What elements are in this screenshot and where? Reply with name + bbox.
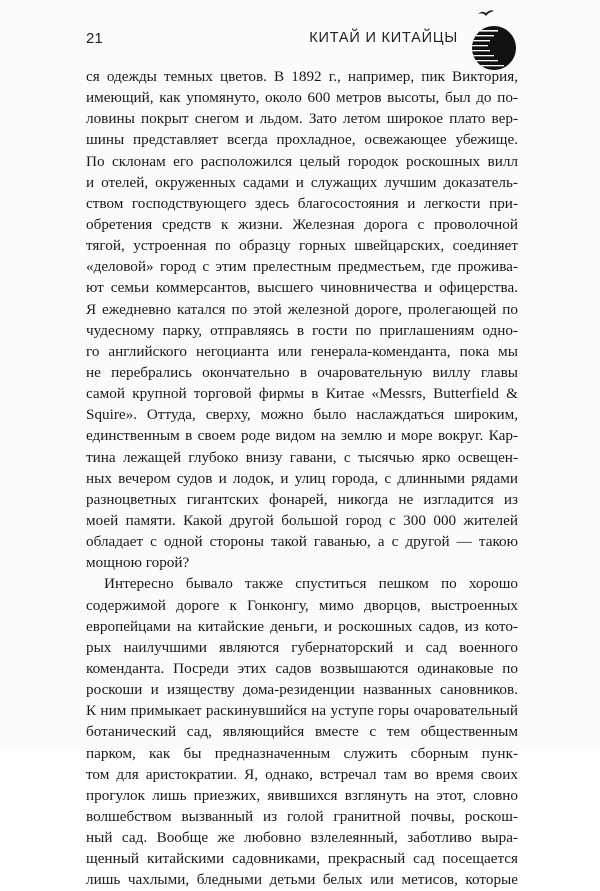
paragraph-1 bbox=[86, 66, 518, 573]
text-line: не перебрались окончательно в очаровательную виллу главы bbox=[86, 363, 518, 381]
text-line: самой крупной торговой фирмы в Китае «Messrs, Butterfield & bbox=[86, 385, 518, 403]
text-line: ных вечером судов и лодок, и улиц города, с длинными рядами bbox=[86, 469, 518, 487]
body-text bbox=[86, 66, 518, 890]
text-line: том для аристократии. Я, однако, встречал там во время своих bbox=[86, 765, 518, 783]
moon-and-bird-icon bbox=[448, 6, 538, 72]
text-line: тина лежащей глубоко внизу гавани, с тысячью ярко освещен- bbox=[86, 448, 518, 466]
text-line: и отелей, окруженных садами и служащих лучшим доказатель- bbox=[86, 173, 518, 191]
text-line: щенный китайскими садовниками, прекрасный сад посещается bbox=[86, 850, 518, 868]
page-number: 21 bbox=[86, 30, 103, 47]
text-line: шины представляет всегда прохладное, освежающее убежище. bbox=[86, 131, 518, 149]
text-line: ся одежды темных цветов. В 1892 г., например, пик Виктория, bbox=[86, 68, 518, 85]
text-line: Я ежедневно катался по этой железной дороге, пролегающей по bbox=[86, 300, 518, 318]
text-line: Squire». Оттуда, сверху, можно было наслаждаться широким, bbox=[86, 406, 518, 424]
text-line: парком, как бы предназначенным служить сборным пунк- bbox=[86, 744, 518, 762]
text-line: единственным в своем роде видом на землю и море вокруг. Кар- bbox=[86, 427, 518, 445]
text-line: го английского негоцианта или генерала-коменданта, пока мы bbox=[86, 342, 518, 360]
text-line: ботанический сад, являющийся вместе с тем общественным bbox=[86, 723, 518, 741]
text-line: содержимой дороге к Гонконгу, мимо дворцов, выстроенных bbox=[86, 596, 518, 614]
text-line: волшебством вызванный из голой гранитной почвы, роскош- bbox=[86, 807, 518, 825]
text-line: По склонам его расположился целый городок роскошных вилл bbox=[86, 152, 518, 170]
text-line: мощною горой? bbox=[86, 554, 190, 572]
text-line: ством господствующего здесь благосостояния и легкости при- bbox=[86, 194, 518, 212]
text-line: чудесному парку, отправляясь в гости по приглашениям одно- bbox=[86, 321, 518, 339]
text-line: разноцветных гигантских фонарей, никогда не изгладится из bbox=[86, 490, 518, 508]
text-line: Интересно бывало также спуститься пешком по хорошо bbox=[104, 575, 518, 593]
text-line: ловины покрыт снегом и льдом. Зато летом широкое плато вер- bbox=[86, 110, 518, 128]
text-line: рых наилучшими являются губернаторский и сад военного bbox=[86, 638, 518, 656]
text-line: ют семьи коммерсантов, высшего чиновничества и офицерства. bbox=[86, 279, 518, 297]
text-line: моей памяти. Какой другой большой город с 300 000 жителей bbox=[86, 511, 518, 529]
text-line: лишь чахлыми, бледными детьми белых или метисов, которые bbox=[86, 871, 518, 889]
text-line: обретения средств к жизни. Железная дорога с проволочной bbox=[86, 215, 518, 233]
text-line: К ним примыкает раскинувшийся на уступе горы очаровательный bbox=[86, 702, 518, 720]
text-line: ный сад. Вообще же любовно взлелеянный, заботливо выра- bbox=[86, 829, 518, 847]
paragraph-2 bbox=[86, 573, 518, 890]
running-title: КИТАЙ И КИТАЙЦЫ bbox=[309, 30, 458, 46]
text-line: обладает с одной стороны такой гаванью, а с другой — такою bbox=[86, 533, 518, 551]
text-line: коменданта. Посреди этих садов возвышаются одинаковые по bbox=[86, 659, 518, 677]
text-line: прогулок лишь приезжих, явившихся взглянуть на этот, словно bbox=[86, 786, 518, 804]
text-line: роскоши и изяществу дома-резиденции названных сановников. bbox=[86, 681, 518, 699]
text-line: европейцами на китайские деньги, и роскошных садов, из кото- bbox=[86, 617, 518, 635]
text-line: «деловой» город с этим прелестным предместьем, где прожива- bbox=[86, 258, 518, 276]
text-line: тягой, устроенная по образцу горных швейцарских, соединяет bbox=[86, 237, 518, 255]
text-line: имеющий, как упомянуто, около 600 метров высоты, был до по- bbox=[86, 89, 518, 107]
